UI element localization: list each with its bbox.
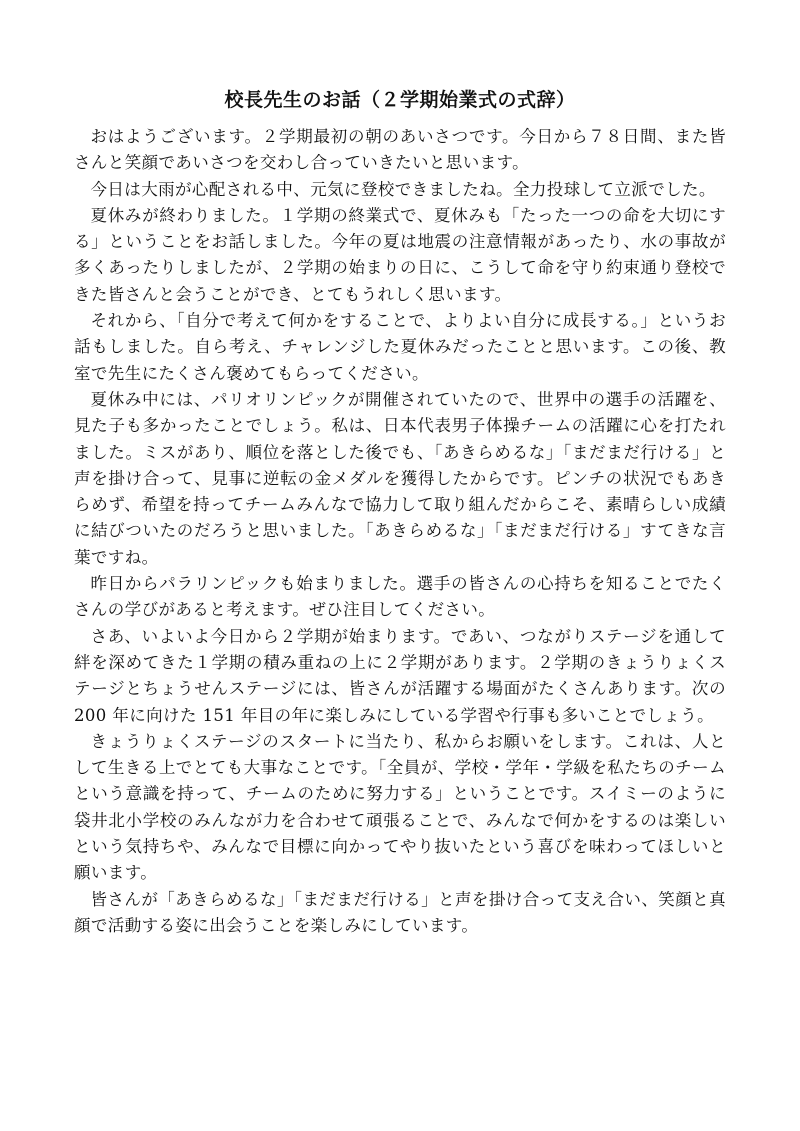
page-title: 校長先生のお話（２学期始業式の式辞） <box>224 89 576 111</box>
paragraph-olympics: 夏休み中には、パリオリンピックが開催されていたので、世界中の選手の活躍を、見た子も多かったことでしょう。私は、日本代表男子体操チームの活躍に心を打たれました。ミスがあり、順位を落とした後でも、「あきらめるな」「まだまだ行ける」と声を掛け合って、見事に逆転の金メダルを獲得したからです。ピンチの状況でもあきらめず、希望を持ってチームみんなで協力して取り組んだからこそ、素晴らしい成績に結びついたのだろうと思いました。「あきらめるな」「まだまだ行ける」すてきな言葉ですね。 <box>74 389 726 567</box>
paragraph-self-growth: それから、「自分で考えて何かをすることで、よりよい自分に成長する。」というお話もしました。自ら考え、チャレンジした夏休みだったことと思います。この後、教室で先生にたくさん褒めてもらってください。 <box>74 311 726 383</box>
paragraph-request: きょうりょくステージのスタートに当たり、私からお願いをします。これは、人として生きる上でとても大事なことです。「全員が、学校・学年・学級を私たちのチームという意識を持って、チームのために努力する」ということです。スイミーのように袋井北小学校のみんなが力を合わせて頑張ることで、みんなで何かをするのは楽しいという気持ちや、みんなで目標に向かってやり抜いたという喜びを味わってほしいと願います。 <box>74 731 726 883</box>
paragraph-greeting: おはようございます。２学期最初の朝のあいさつです。今日から７８日間、また皆さんと笑顔であいさつを交わし合っていきたいと思います。 <box>74 127 726 173</box>
paragraph-rain: 今日は大雨が心配される中、元気に登校できましたね。全力投球して立派でした。 <box>90 179 716 199</box>
paragraph-second-term: さあ、いよいよ今日から２学期が始まります。であい、つながりステージを通して絆を深めてきた１学期の積み重ねの上に２学期があります。２学期のきょうりょくステージとちょうせんステージには、皆さんが活躍する場面がたくさんあります。次の 200 年に向けた 151 年目の年に楽しみにしている学習や行事も多いことでしょう。 <box>74 626 726 725</box>
paragraph-closing: 皆さんが「あきらめるな」「まだまだ行ける」と声を掛け合って支え合い、笑顔と真顔で活動する姿に出会うことを楽しみにしています。 <box>74 889 726 935</box>
paragraph-summer-end: 夏休みが終わりました。１学期の終業式で、夏休みも「たった一つの命を大切にする」ということをお話しました。今年の夏は地震の注意情報があったり、水の事故が多くあったりしましたが、２学期の始まりの日に、こうして命を守り約束通り登校できた皆さんと会うことができ、とてもうれしく思います。 <box>74 205 726 304</box>
speech-body <box>74 124 726 939</box>
paragraph-paralympics: 昨日からパラリンピックも始まりました。選手の皆さんの心持ちを知ることでたくさんの学びがあると考えます。ぜひ注目してください。 <box>74 574 726 620</box>
